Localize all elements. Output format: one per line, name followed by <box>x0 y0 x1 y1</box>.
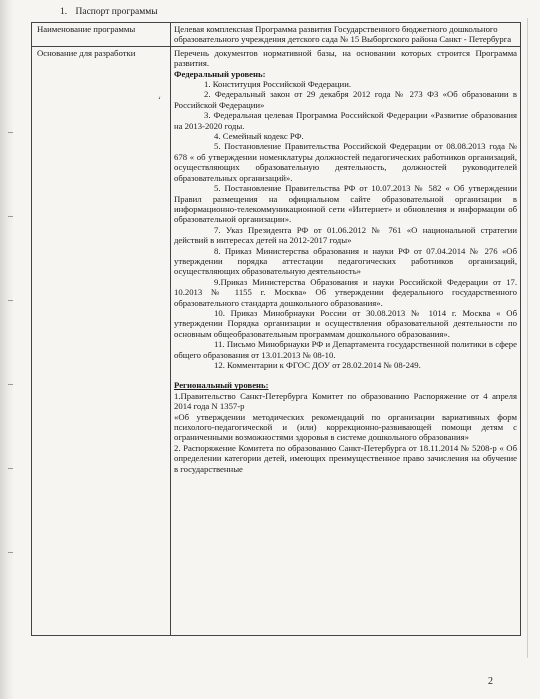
regional-level-title: Региональный уровень: <box>174 380 269 391</box>
list-item: 4. Семейный кодекс РФ. <box>214 131 304 142</box>
list-item: 9.Приказ Министерства Образования и науки Российской Федерации от 17. 10.2013 № 1155 г. Москва» Об утверждении федерального государственного образовательного стандарта дошкольного образования». <box>174 276 517 308</box>
list-item: 12. Комментарии к ФГОС ДОУ от 28.02.2014 № 08-249. <box>214 360 421 370</box>
table-row <box>32 46 521 635</box>
spacer <box>174 370 517 380</box>
page-number: 2 <box>488 676 493 687</box>
binding-mark <box>8 300 13 301</box>
list-item: «Об утверждении методических рекомендаций по организации вариативных форм психолого-педагогической и (или) коррекционно-развивающей помощи детям с ограниченными возможностями здоровья в системе дошкольного образования» <box>174 411 517 443</box>
list-item: 3. Федеральная целевая Программа Российской Федерации «Развитие образования на 2013-2020 годы. <box>174 110 517 131</box>
list-item: 5. Постановление Правительства Российской Федерации от 08.08.2013 года № 678 « об утверждении номенклатуры должностей педагогических работников организаций, осуществляющих образовательную деятельность, должностей руководителей образовательных организаций». <box>174 141 517 183</box>
list-item: 7. Указ Президента РФ от 01.06.2012 № 761 «О национальной стратегии действий в интересах детей на 2012-2017 годы» <box>174 224 517 246</box>
row-label-program-name: Наименование программы <box>32 23 171 47</box>
section-number: 1. <box>60 7 68 17</box>
binding-mark <box>8 216 13 217</box>
section-heading <box>60 7 158 17</box>
table-row <box>32 23 521 47</box>
row-label-basis: Основание для разработки <box>32 46 171 635</box>
list-item: 10. Приказ Минобрнауки России от 30.08.2013 № 1014 г. Москва « Об утверждении Порядка организации и осуществления образовательной деятельности по основным общеобразовательным программам дошкольного образования». <box>174 307 517 339</box>
binding-mark <box>8 468 13 469</box>
list-item: 1.Правительство Санкт-Петербурга Комитет по образованию Распоряжение от 4 апреля 2014 года N 1357-р <box>174 390 517 412</box>
program-passport-table <box>31 22 521 636</box>
page-edge-shadow <box>527 18 528 658</box>
row-value-basis <box>171 46 521 635</box>
binding-mark <box>8 132 13 133</box>
list-item: 2. Распоряжение Комитета по образованию Санкт-Петербурга от 18.11.2014 № 5208-р « Об определении категории детей, имеющих преимущественное право зачисления на обучение в государственные <box>174 442 517 474</box>
list-item: 5. Постановление Правительства РФ от 10.07.2013 № 582 « Об утверждении Правил размещения на официальном сайте образовательной организации в информационно-телекоммуникационной сети «Интернет» и обновления и информации об образовательной организации». <box>174 183 517 225</box>
binding-mark <box>8 384 13 385</box>
row-value-program-name: Целевая комплексная Программа развития Государственного бюджетного дошкольного образовательного учреждения детского сада № 15 Выборгского района Санкт - Петербурга <box>171 23 521 47</box>
federal-level-title: Федеральный уровень: <box>174 68 266 79</box>
section-title: Паспорт программы <box>75 7 158 17</box>
binding-edge <box>0 0 14 699</box>
list-item: 8. Приказ Министерства образования и науки РФ от 07.04.2014 № 276 «Об утверждении порядка аттестации педагогических работников организаций, осуществляющих образовательную деятельность» <box>174 245 517 277</box>
stray-mark: ‘ <box>158 95 161 105</box>
list-item: 1. Конституция Российской Федерации. <box>204 79 352 90</box>
list-item: 11. Письмо Минобрнауки РФ и Департамента государственной политики в сфере общего образования от 13.01.2013 № 08-10. <box>174 339 517 360</box>
binding-mark <box>8 552 13 553</box>
basis-intro: Перечень документов нормативной базы, на основании которых строится Программа развития. <box>174 47 517 69</box>
list-item: 2. Федеральный закон от 29 декабря 2012 года № 273 ФЗ «Об образовании в Российской Федерации» <box>174 89 517 110</box>
